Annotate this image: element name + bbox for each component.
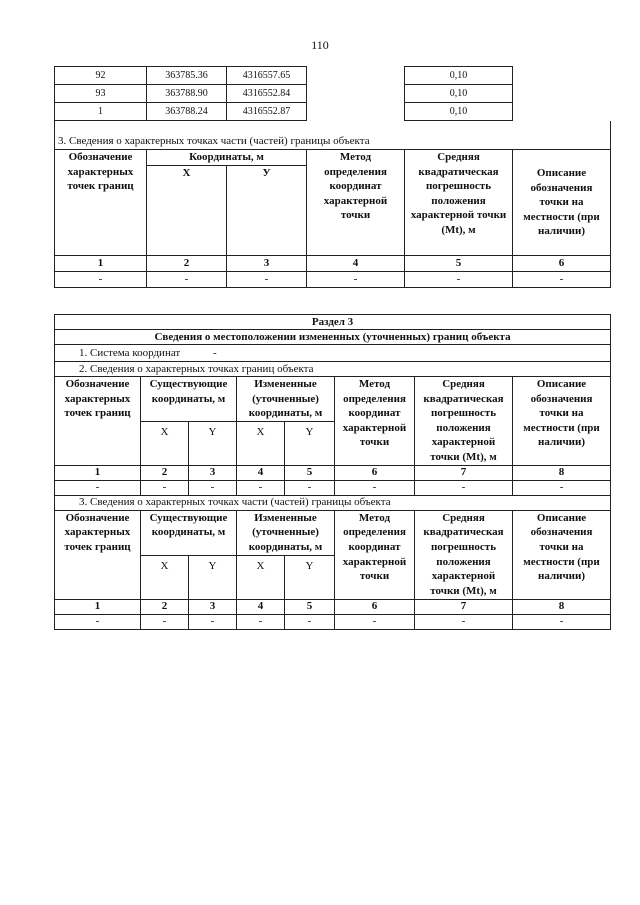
part-caption: 3. Сведения о характерных точках части (частей) границы объекта	[55, 121, 611, 150]
coord-x: 363785.36	[147, 67, 227, 85]
top-boundary-table	[54, 66, 611, 288]
header-accuracy: Средняя квадратическая погрешность положения характерной точки (Мt), м	[405, 150, 513, 256]
coordinate-system-row	[55, 345, 611, 362]
accuracy-value: 0,10	[405, 85, 513, 103]
header-x: X	[141, 421, 189, 465]
section-title: Раздел 3	[55, 315, 611, 330]
accuracy-value: 0,10	[405, 67, 513, 85]
header-x: X	[237, 421, 285, 465]
boundary-caption: 2. Сведения о характерных точках границ объекта	[55, 362, 611, 377]
column-numbers-row: 1 2 3 4 5 6 7 8	[55, 465, 611, 480]
header-existing-coords: Существующие координаты, м	[141, 510, 237, 555]
column-numbers-row: 1 2 3 4 5 6 7 8	[55, 599, 611, 614]
section-subtitle: Сведения о местоположении измененных (уточненных) границ объекта	[55, 330, 611, 345]
header-description: Описание обозначения точки на местности (при наличии)	[513, 510, 611, 599]
header-description: Описание обозначения точки на местности (при наличии)	[513, 377, 611, 466]
coord-x: 363788.24	[147, 103, 227, 121]
header-y: Y	[285, 555, 335, 599]
table-row	[55, 85, 611, 103]
header-existing-coords: Существующие координаты, м	[141, 377, 237, 422]
header-changed-coords: Измененные (уточненные) координаты, м	[237, 377, 335, 422]
coord-y: 4316552.84	[227, 85, 307, 103]
header-points: Обозначение характерных точек границ	[55, 150, 147, 256]
header-accuracy: Средняя квадратическая погрешность положения характерной точки (Мt), м	[415, 510, 513, 599]
header-changed-coords: Измененные (уточненные) координаты, м	[237, 510, 335, 555]
header-x: Х	[147, 166, 227, 256]
column-numbers-row: 1 2 3 4 5 6	[55, 256, 611, 272]
table-row	[55, 67, 611, 85]
point-number: 93	[55, 85, 147, 103]
coord-x: 363788.90	[147, 85, 227, 103]
table-row	[55, 103, 611, 121]
header-description: Описание обозначения точки на местности (при наличии)	[513, 150, 611, 256]
header-y: Y	[189, 555, 237, 599]
coordinate-system-value: -	[212, 346, 217, 359]
section3-table	[54, 314, 611, 630]
coord-y: 4316552.87	[227, 103, 307, 121]
header-accuracy: Средняя квадратическая погрешность положения характерной точки (Мt), м	[415, 377, 513, 466]
header-coords: Координаты, м	[147, 150, 307, 166]
coord-y: 4316557.65	[227, 67, 307, 85]
coordinate-system-label: 1. Система координат	[79, 346, 181, 359]
table-row: - - - - - - - -	[55, 480, 611, 495]
header-method: Метод определения координат характерной точки	[307, 150, 405, 256]
header-y: Y	[285, 421, 335, 465]
accuracy-value: 0,10	[405, 103, 513, 121]
header-points: Обозначение характерных точек границ	[55, 510, 141, 599]
header-method: Метод определения координат характерной точки	[335, 510, 415, 599]
page-number: 110	[311, 38, 329, 52]
part-caption: 3. Сведения о характерных точках части (частей) границы объекта	[55, 495, 611, 510]
table-row: - - - - - - - -	[55, 614, 611, 629]
point-number: 1	[55, 103, 147, 121]
header-method: Метод определения координат характерной точки	[335, 377, 415, 466]
table-row: - - - - - -	[55, 272, 611, 288]
point-number: 92	[55, 67, 147, 85]
header-x: X	[141, 555, 189, 599]
header-y: У	[227, 166, 307, 256]
header-x: X	[237, 555, 285, 599]
header-y: Y	[189, 421, 237, 465]
header-points: Обозначение характерных точек границ	[55, 377, 141, 466]
